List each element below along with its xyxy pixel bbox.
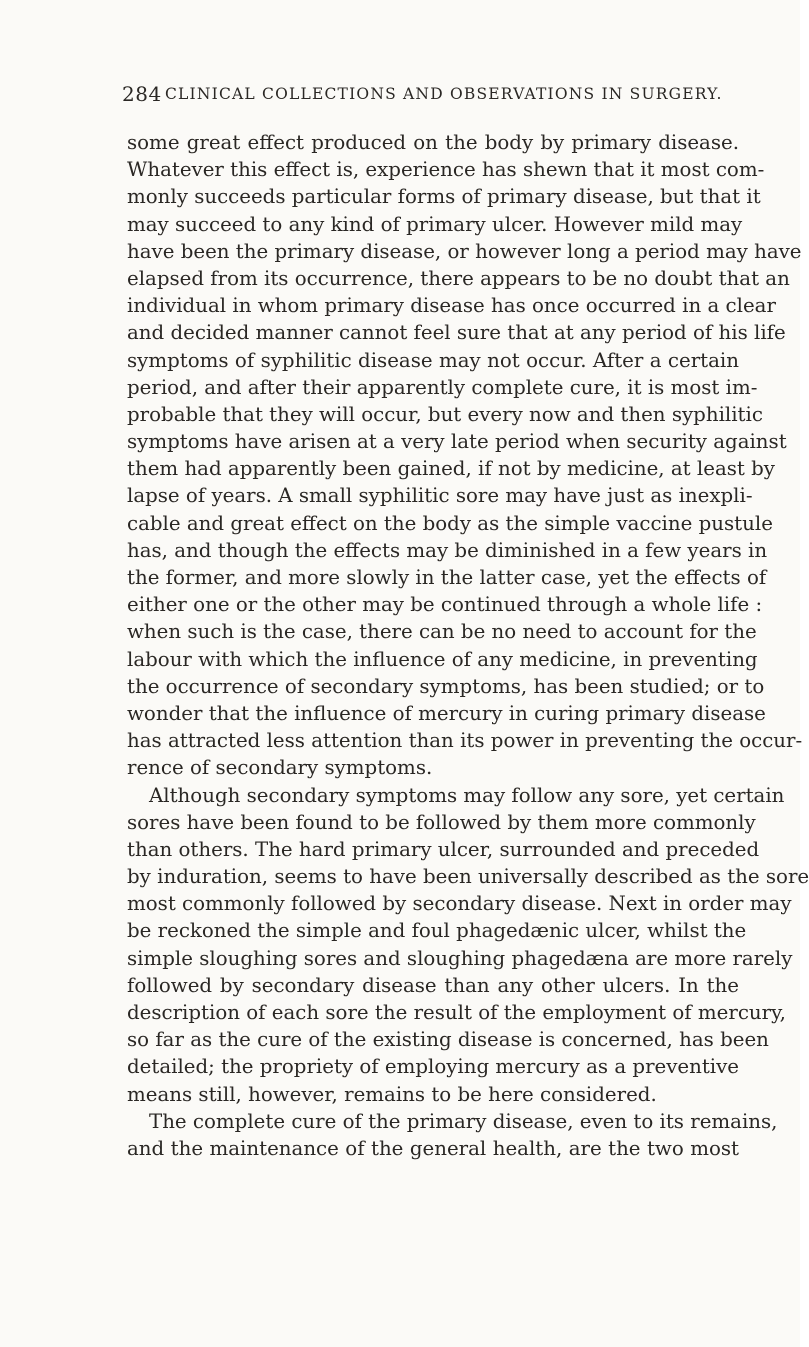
text-line: and the maintenance of the general health, are the two most xyxy=(127,1136,739,1160)
text-line: monly succeeds particular forms of primary disease, but that it xyxy=(127,185,761,209)
text-line: cable and great effect on the body as the simple vaccine pustule xyxy=(127,511,773,535)
text-line: has attracted less attention than its power in preventing the occur- xyxy=(127,729,803,753)
text-line: Although secondary symptoms may follow any sore, yet certain xyxy=(149,783,785,807)
text-line: individual in whom primary disease has once occurred in a clear xyxy=(127,294,776,318)
text-line: when such is the case, there can be no need to account for the xyxy=(127,620,757,644)
running-title: CLINICAL COLLECTIONS AND OBSERVATIONS IN SURGERY. xyxy=(165,85,723,103)
text-line: simple sloughing sores and sloughing phagedæna are more rarely xyxy=(127,946,793,970)
text-line: some great effect produced on the body by primary disease. xyxy=(127,131,739,154)
text-line: followed by secondary disease than any other ulcers. In the xyxy=(127,973,739,997)
text-line: The complete cure of the primary disease, even to its remains, xyxy=(149,1109,778,1133)
text-line: be reckoned the simple and foul phagedænic ulcer, whilst the xyxy=(127,919,747,943)
text-line: than others. The hard primary ulcer, surrounded and preceded xyxy=(127,837,760,861)
text-line: so far as the cure of the existing disease is concerned, has been xyxy=(127,1028,769,1052)
text-line: the occurrence of secondary symptoms, has been studied; or to xyxy=(127,674,765,698)
text-line: has, and though the effects may be diminished in a few years in xyxy=(127,538,768,562)
running-head xyxy=(122,82,742,112)
text-line: means still, however, remains to be here considered. xyxy=(127,1082,657,1106)
text-line: description of each sore the result of the employment of mercury, xyxy=(127,1001,786,1024)
text-line: symptoms of syphilitic disease may not occur. After a certain xyxy=(127,348,739,372)
text-line: most commonly followed by secondary disease. Next in order may xyxy=(127,892,792,916)
text-line: period, and after their apparently complete cure, it is most im- xyxy=(127,375,758,399)
text-line: may succeed to any kind of primary ulcer. However mild may xyxy=(127,212,743,236)
body-text xyxy=(127,129,809,1162)
text-line: wonder that the influence of mercury in curing primary disease xyxy=(127,701,766,725)
page-number: 284 xyxy=(122,82,162,106)
text-line: labour with which the influence of any medicine, in preventing xyxy=(127,647,758,671)
text-line: sores have been found to be followed by them more commonly xyxy=(127,810,756,834)
text-line: have been the primary disease, or however long a period may have xyxy=(127,239,802,263)
text-line: by induration, seems to have been universally described as the sore xyxy=(127,865,809,889)
text-line: probable that they will occur, but every now and then syphilitic xyxy=(127,402,763,426)
text-line: symptoms have arisen at a very late period when security against xyxy=(127,430,787,454)
text-line: either one or the other may be continued through a whole life : xyxy=(127,593,763,617)
text-line: the former, and more slowly in the latter case, yet the effects of xyxy=(127,566,767,589)
text-line: lapse of years. A small syphilitic sore may have just as inexpli- xyxy=(127,484,753,508)
text-line: detailed; the propriety of employing mercury as a preventive xyxy=(127,1055,740,1079)
text-line: rence of secondary symptoms. xyxy=(127,756,433,780)
text-line: elapsed from its occurrence, there appears to be no doubt that an xyxy=(127,266,790,290)
text-line: and decided manner cannot feel sure that at any period of his life xyxy=(127,321,786,345)
text-line: them had apparently been gained, if not by medicine, at least by xyxy=(127,457,775,481)
text-line: Whatever this effect is, experience has shewn that it most com- xyxy=(127,158,765,182)
